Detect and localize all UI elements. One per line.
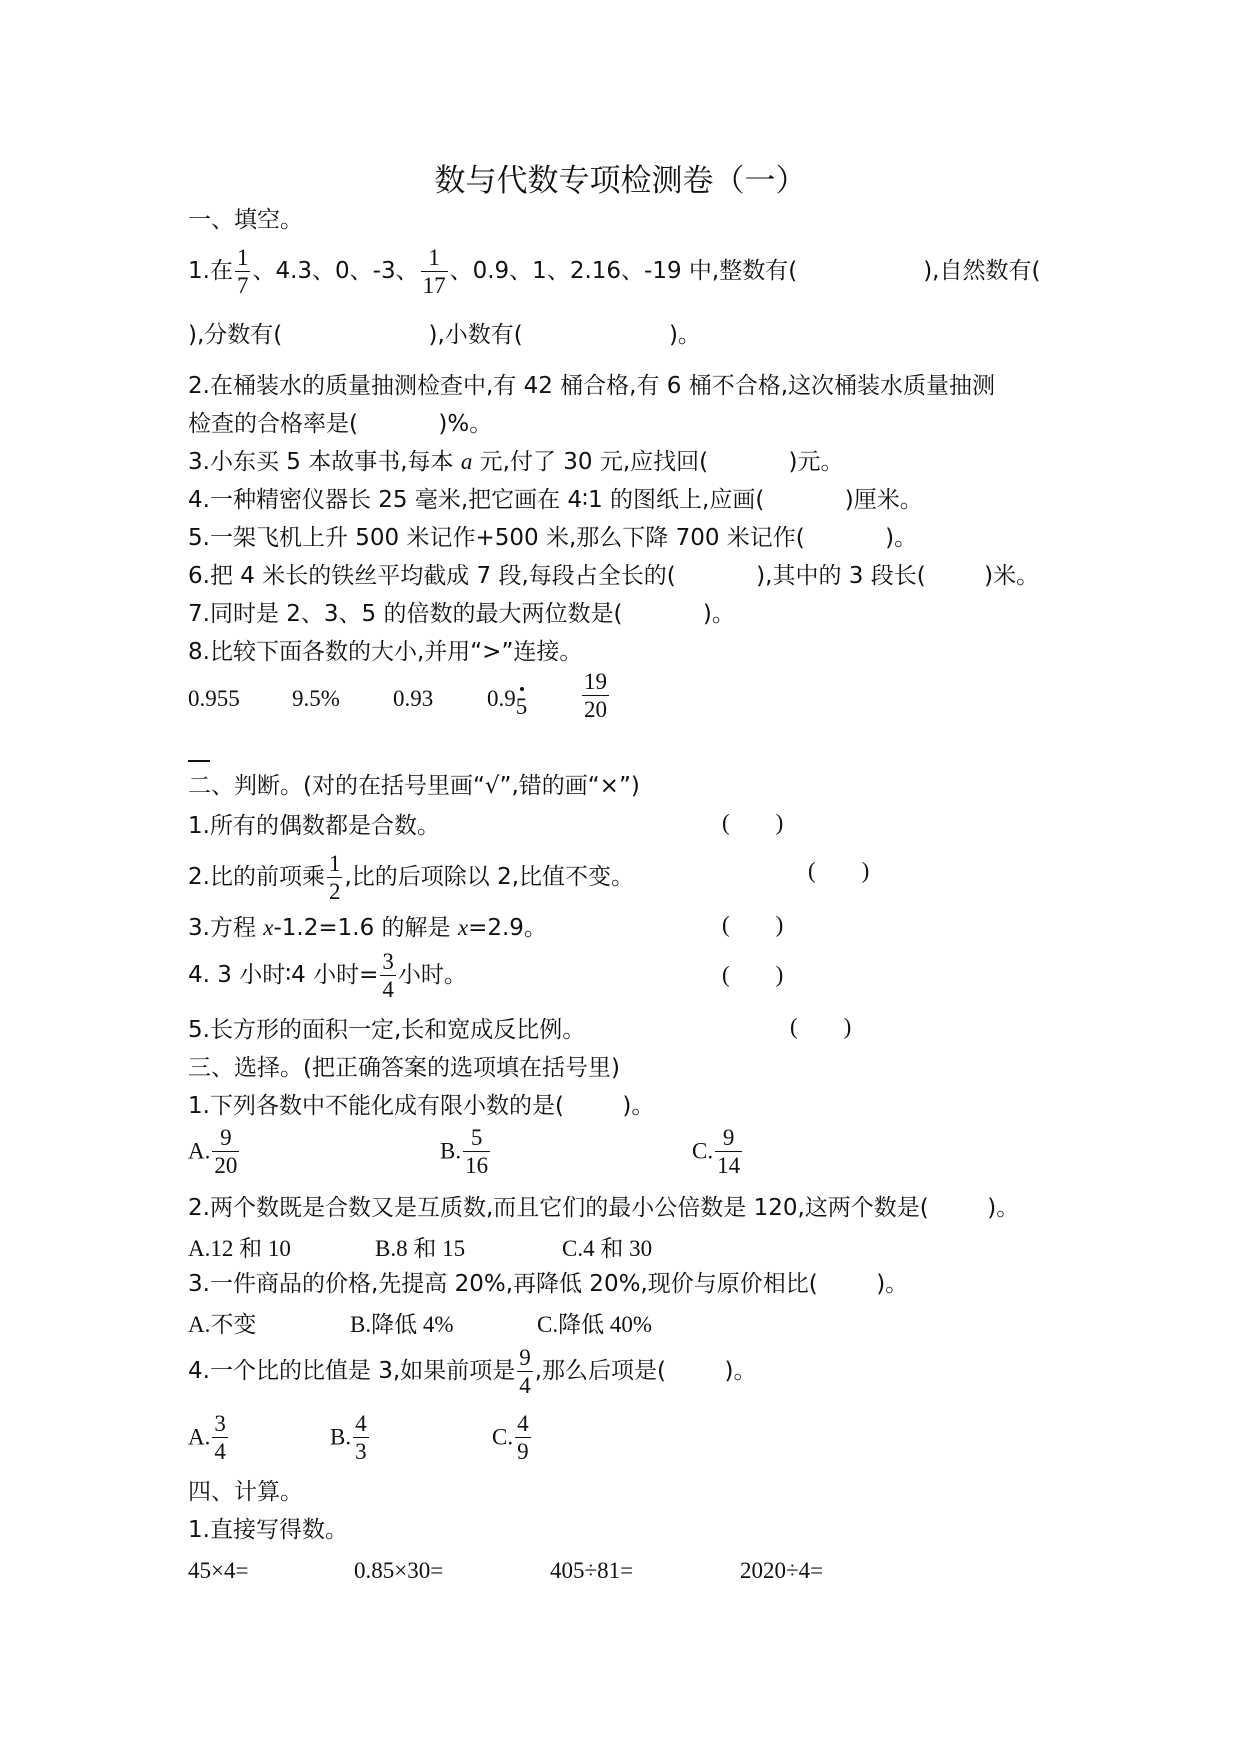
section-choice: 三、选择。(把正确答案的选项填在括号里)	[188, 1055, 620, 1081]
choice-4-option-c[interactable]	[492, 1412, 533, 1463]
numerator: 3	[382, 949, 394, 974]
q3-text-b: 元,付了 30 元,应找回( )元。	[472, 449, 844, 475]
choice-1: 1.下列各数中不能化成有限小数的是( )。	[188, 1093, 655, 1119]
numerator: 9	[715, 1126, 742, 1152]
question-8: 8.比较下面各数的大小,并用“>”连接。	[188, 639, 583, 665]
question-2-line-2: 检查的合格率是( )%。	[188, 411, 493, 437]
numerator: 1	[421, 246, 448, 272]
j4-text-a: 4. 3 小时∶4 小时=	[188, 962, 379, 988]
denominator: 9	[517, 1439, 529, 1464]
judge-2	[188, 852, 634, 903]
fraction	[212, 1412, 228, 1463]
answer-paren[interactable]: ( )	[722, 810, 784, 835]
fraction	[715, 1126, 742, 1177]
compare-number: 0.955	[188, 686, 240, 711]
fraction	[517, 1346, 533, 1397]
choice-3-option-b[interactable]: B.降低 4%	[350, 1312, 454, 1337]
denominator: 7	[236, 273, 249, 298]
c4-text-b: ,那么后项是( )。	[534, 1358, 757, 1384]
choice-3-option-a[interactable]: A.不变	[188, 1312, 257, 1337]
calc-item[interactable]: 2020÷4=	[740, 1558, 824, 1583]
page-title: 数与代数专项检测卷（一）	[434, 163, 807, 199]
numerator: 5	[463, 1126, 490, 1152]
numerator: 4	[517, 1411, 529, 1436]
q1-text-b: 、4.3、0、-3、	[252, 258, 419, 284]
section-fill-in: 一、填空。	[188, 207, 303, 233]
judge-3	[188, 912, 547, 944]
denominator: 2	[328, 879, 341, 904]
fraction	[463, 1126, 490, 1177]
fraction	[582, 670, 609, 721]
calc-item[interactable]: 0.85×30=	[354, 1558, 444, 1583]
question-1-line-1	[188, 246, 1040, 297]
question-2-line-1: 2.在桶装水的质量抽测检查中,有 42 桶合格,有 6 桶不合格,这次桶装水质量抽测	[188, 373, 996, 399]
denominator: 4	[519, 1373, 531, 1398]
denominator: 3	[355, 1439, 367, 1464]
denominator: 16	[465, 1153, 489, 1178]
choice-4	[188, 1346, 756, 1397]
j3-text-c: =2.9。	[468, 915, 547, 941]
denominator: 20	[584, 697, 607, 722]
question-6: 6.把 4 米长的铁丝平均截成 7 段,每段占全长的( ),其中的 3 段长( )米。	[188, 563, 1040, 589]
numerator: 9	[212, 1126, 239, 1152]
choice-2-option-a[interactable]: A.12 和 10	[188, 1236, 291, 1261]
repeating-decimal-int: 0.9	[487, 686, 516, 711]
numerator: 19	[584, 669, 607, 694]
numerator: 4	[355, 1411, 367, 1436]
fraction	[212, 1126, 239, 1177]
stray-mark	[188, 760, 210, 762]
j2-text-a: 2.比的前项乘	[188, 864, 325, 890]
variable: x	[263, 915, 274, 940]
fraction	[421, 246, 448, 297]
denominator: 14	[717, 1153, 741, 1178]
option-label: C.	[692, 1138, 714, 1164]
fraction	[515, 1412, 531, 1463]
section-true-false: 二、判断。(对的在括号里画“√”,错的画“×”)	[188, 773, 640, 799]
option-label: B.	[440, 1138, 462, 1164]
question-3	[188, 446, 844, 478]
q1-text-c: 、0.9、1、2.16、-19 中,整数有(	[449, 258, 798, 284]
choice-2-option-b[interactable]: B.8 和 15	[375, 1236, 466, 1261]
choice-1-option-c[interactable]	[692, 1126, 744, 1177]
fraction	[380, 950, 396, 1001]
answer-paren[interactable]: ( )	[790, 1014, 852, 1039]
compare-number: 0.93	[393, 686, 434, 711]
option-label: A.	[188, 1424, 211, 1450]
j3-text-a: 3.方程	[188, 915, 264, 941]
answer-paren[interactable]: ( )	[722, 912, 784, 937]
option-label: A.	[188, 1138, 211, 1164]
j2-text-b: ,比的后项除以 2,比值不变。	[344, 864, 635, 890]
variable: a	[460, 449, 473, 474]
choice-4-option-a[interactable]	[188, 1412, 230, 1463]
section-calculation: 四、计算。	[188, 1479, 303, 1505]
choice-1-option-b[interactable]	[440, 1126, 492, 1177]
numerator: 9	[519, 1345, 531, 1370]
choice-2: 2.两个数既是合数又是互质数,而且它们的最小公倍数是 120,这两个数是( )。	[188, 1195, 1020, 1221]
answer-paren[interactable]: ( )	[722, 962, 784, 987]
compare-number: 9.5%	[292, 686, 340, 711]
answer-paren[interactable]: ( )	[808, 858, 870, 883]
q1-text-a: 1.在	[188, 258, 233, 284]
fraction	[327, 852, 343, 903]
denominator: 20	[214, 1153, 238, 1178]
question-4: 4.一种精密仪器长 25 毫米,把它画在 4∶1 的图纸上,应画( )厘米。	[188, 487, 923, 513]
variable: x	[457, 915, 469, 940]
question-7: 7.同时是 2、3、5 的倍数的最大两位数是( )。	[188, 601, 735, 627]
judge-1: 1.所有的偶数都是合数。	[188, 813, 440, 839]
numerator: 1	[236, 245, 249, 270]
choice-1-option-a[interactable]	[188, 1126, 241, 1177]
calc-item[interactable]: 405÷81=	[550, 1558, 634, 1583]
fraction	[353, 1412, 369, 1463]
option-label: C.	[492, 1424, 514, 1450]
choice-2-option-c[interactable]: C.4 和 30	[562, 1236, 653, 1261]
denominator: 4	[214, 1439, 226, 1464]
question-5: 5.一架飞机上升 500 米记作+500 米,那么下降 700 米记作( )。	[188, 525, 918, 551]
numerator: 1	[328, 851, 341, 876]
denominator: 4	[382, 977, 394, 1002]
choice-3: 3.一件商品的价格,先提高 20%,再降低 20%,现价与原价相比( )。	[188, 1271, 909, 1297]
j4-text-b: 小时。	[397, 962, 467, 988]
judge-5: 5.长方形的面积一定,长和宽成反比例。	[188, 1017, 586, 1043]
option-label: B.	[330, 1424, 352, 1450]
question-1-line-2: ),分数有( ),小数有( )。	[188, 322, 701, 348]
judge-4	[188, 950, 467, 1001]
choice-3-option-c[interactable]: C.降低 40%	[537, 1312, 652, 1337]
calc-subtitle: 1.直接写得数。	[188, 1517, 348, 1543]
q3-text-a: 3.小东买 5 本故事书,每本	[188, 449, 461, 475]
j3-text-b: -1.2=1.6 的解是	[273, 915, 458, 941]
denominator: 17	[422, 273, 446, 298]
repeating-digit: 5	[515, 694, 528, 719]
compare-number-repeating	[487, 686, 528, 719]
q1-text-d: ),自然数有(	[923, 258, 1041, 284]
c4-text-a: 4.一个比的比值是 3,如果前项是	[188, 1358, 516, 1384]
choice-4-option-b[interactable]	[330, 1412, 371, 1463]
numerator: 3	[214, 1411, 226, 1436]
compare-fraction	[580, 670, 611, 721]
fraction	[235, 246, 251, 297]
calc-item[interactable]: 45×4=	[188, 1558, 249, 1583]
